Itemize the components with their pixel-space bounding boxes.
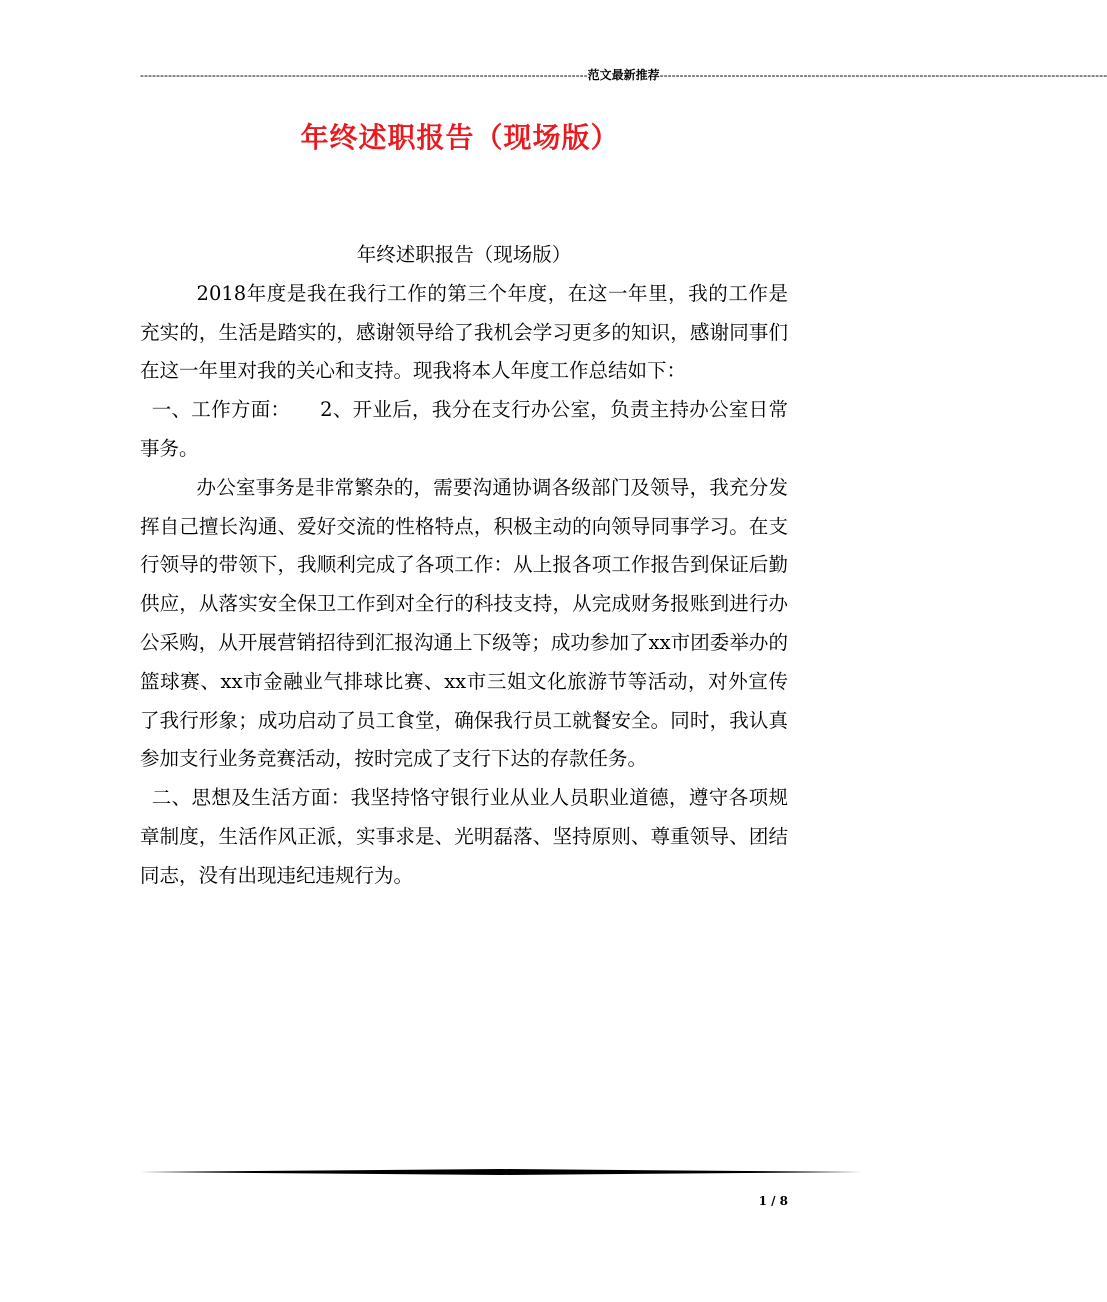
page-number: 1 / 8 [758, 1194, 788, 1208]
paragraph-ideology-section: 二、思想及生活方面：我坚持恪守银行业从业人员职业道德，遵守各项规章制度，生活作风正派，实事求是、光明磊落、坚持原则、尊重领导、团结同志，没有出现违纪违规行为。 [140, 786, 788, 887]
paragraph-intro: 2018年度是我在我行工作的第三个年度，在这一年里，我的工作是充实的，生活是踏实的，感谢领导给了我机会学习更多的知识，感谢同事们在这一年里对我的关心和支持。现我将本人年度工作总结如下： [140, 281, 788, 383]
page-header [140, 66, 1107, 84]
paragraph-work-section: 一、工作方面： 2、开业后，我分在支行办公室，负责主持办公室日常事务。 [140, 398, 788, 460]
footer-divider [140, 1166, 862, 1182]
header-label: 范文最新推荐 [587, 68, 660, 82]
document-subtitle: 年终述职报告（现场版） [356, 243, 572, 266]
paragraph-office-affairs: 办公室事务是非常繁杂的，需要沟通协调各级部门及领导，我充分发挥自己擅长沟通、爱好交流的性格特点，积极主动的向领导同事学习。在支行领导的带领下，我顺利完成了各项工作：从上报各项工作报告到保证后勤供应，从落实安全保卫工作到对全行的科技支持，从完成财务报账到进行办公采购，从开展营销招待到汇报沟通上下级等；成功参加了xx市团委举办的篮球赛、xx市金融业气排球比赛、xx市三姐文化旅游节等活动，对外宣传了我行形象；成功启动了员工食堂，确保我行员工就餐安全。同时，我认真参加支行业务竞赛活动，按时完成了支行下达的存款任务。 [140, 475, 788, 771]
page-title: 年终述职报告（现场版） [300, 121, 620, 154]
document-body [140, 236, 788, 896]
header-dash-right: ---------------------------------------------------------------------------------------------------------------- [659, 68, 1107, 82]
header-dash-left: ---------------------------------------------------------------------------------------------------------------- [140, 68, 588, 82]
